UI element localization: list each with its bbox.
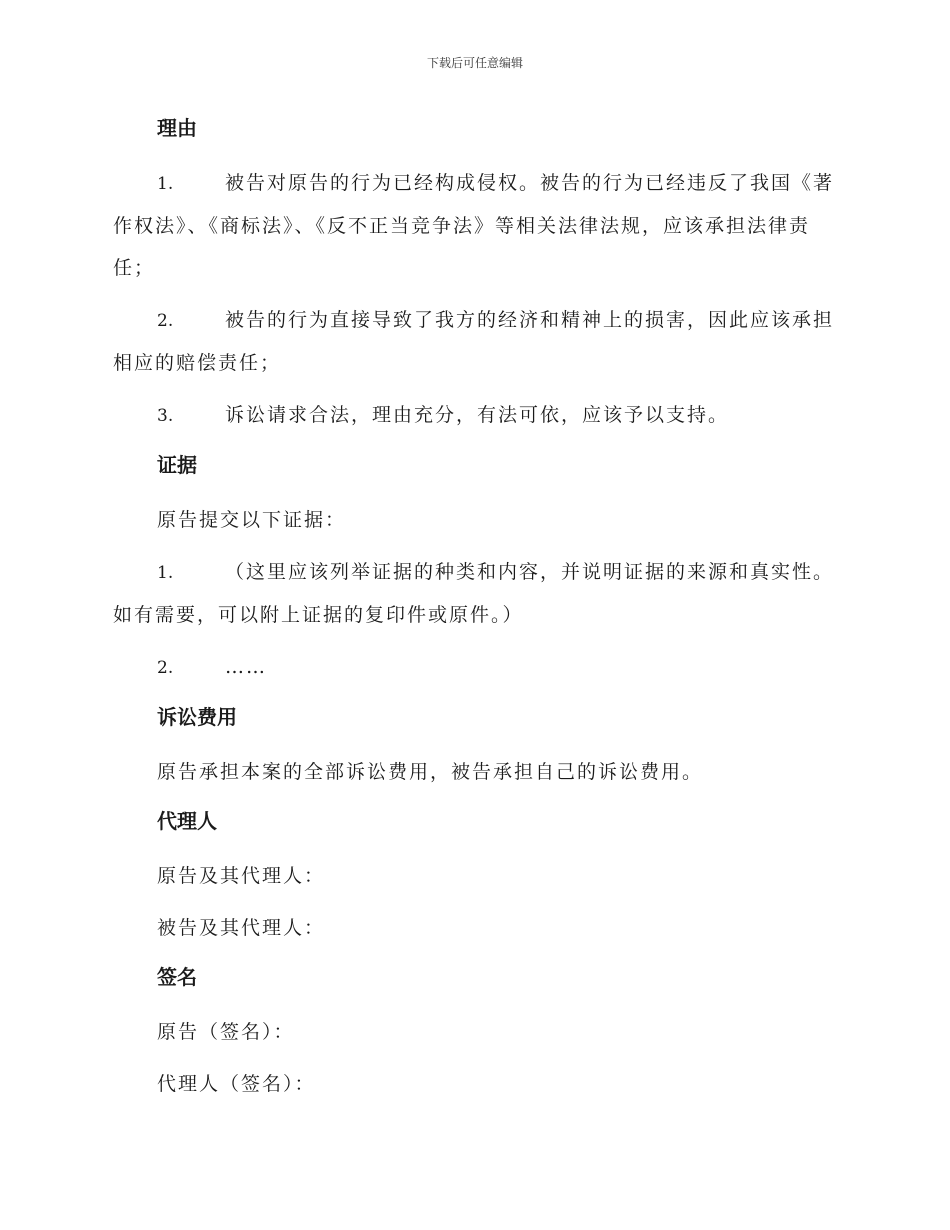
signature-line-plaintiff: 原告（签名）： bbox=[157, 1021, 295, 1043]
item-text: （这里应该列举证据的种类和内容，并说明证据的来源和真实性。如有需要，可以附上证据的复印件或原件。） bbox=[113, 561, 835, 626]
item-number: 1. bbox=[157, 563, 174, 583]
item-number: 2. bbox=[157, 658, 174, 678]
evidence-intro: 原告提交以下证据： bbox=[157, 509, 347, 531]
section-heading-reason: 理由 bbox=[157, 116, 197, 140]
reason-item-1 bbox=[113, 162, 837, 289]
item-number: 1. bbox=[157, 174, 174, 194]
agent-line-plaintiff: 原告及其代理人： bbox=[157, 865, 326, 887]
section-heading-agent: 代理人 bbox=[157, 809, 217, 833]
reason-item-3 bbox=[113, 394, 837, 437]
section-heading-evidence: 证据 bbox=[157, 453, 197, 477]
item-number: 2. bbox=[157, 311, 174, 331]
item-text: …… bbox=[225, 656, 267, 678]
reason-item-2 bbox=[113, 299, 837, 384]
document-body bbox=[113, 110, 837, 1115]
signature-line-agent: 代理人（签名）： bbox=[157, 1073, 316, 1095]
evidence-item-1 bbox=[113, 551, 837, 636]
item-text: 诉讼请求合法，理由充分，有法可依，应该予以支持。 bbox=[225, 404, 730, 426]
header-note: 下载后可任意编辑 bbox=[426, 56, 523, 70]
fees-text: 原告承担本案的全部诉讼费用，被告承担自己的诉讼费用。 bbox=[157, 761, 704, 783]
section-heading-signature: 签名 bbox=[157, 965, 197, 989]
item-text: 被告的行为直接导致了我方的经济和精神上的损害，因此应该承担相应的赔偿责任； bbox=[113, 309, 835, 374]
item-text: 被告对原告的行为已经构成侵权。被告的行为已经违反了我国《著作权法》、《商标法》、《反不正当竞争法》等相关法律法规，应该承担法律责任； bbox=[113, 172, 835, 279]
agent-line-defendant: 被告及其代理人： bbox=[157, 917, 326, 939]
item-number: 3. bbox=[157, 406, 174, 426]
evidence-item-2 bbox=[113, 646, 837, 689]
section-heading-fees: 诉讼费用 bbox=[157, 705, 237, 729]
